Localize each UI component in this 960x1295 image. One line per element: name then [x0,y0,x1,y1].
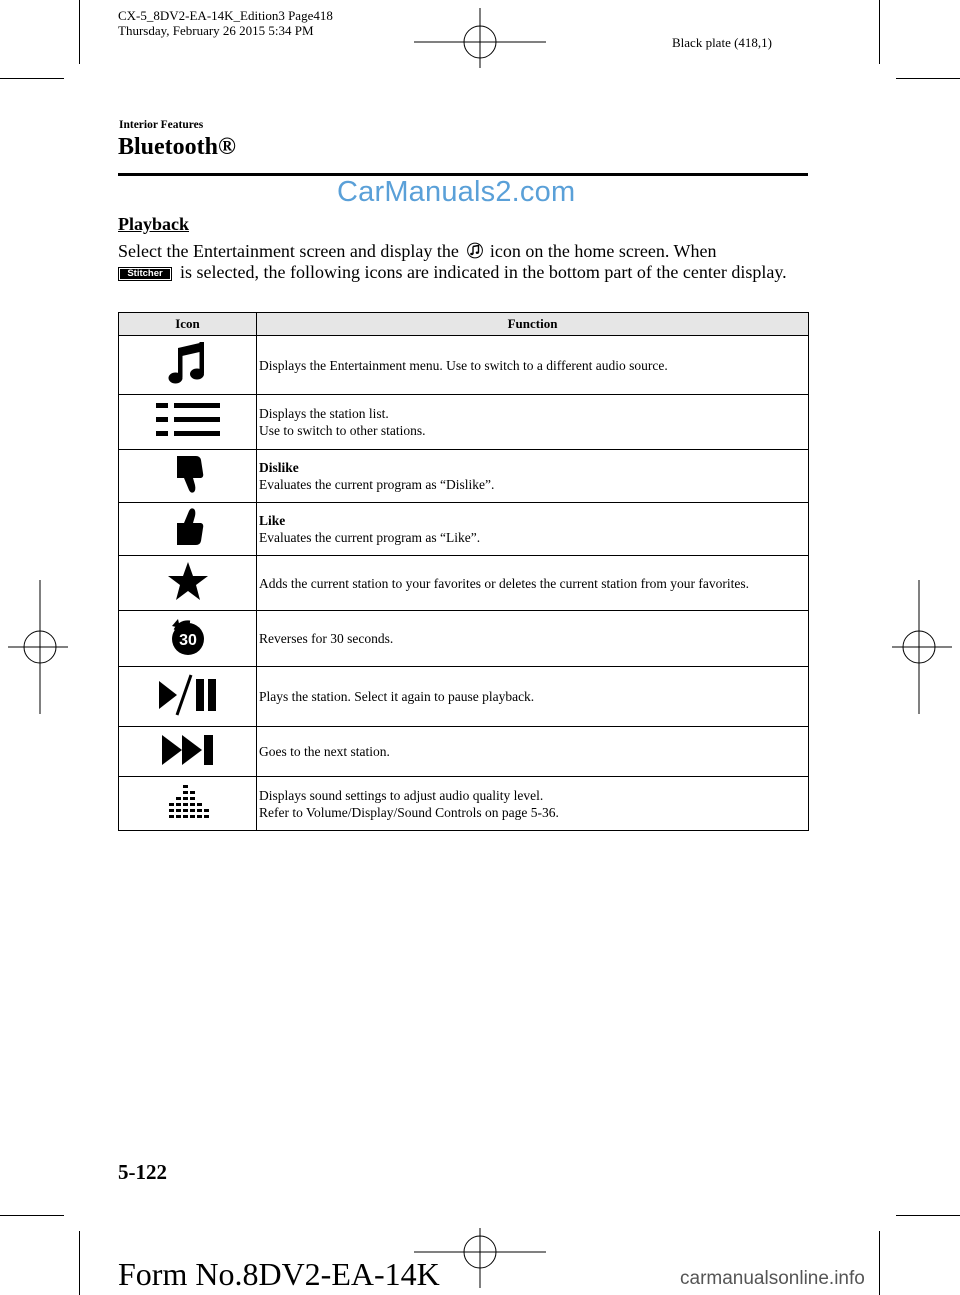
icon-cell [119,777,257,831]
table-header-row [119,313,809,336]
registration-mark-top [414,8,546,68]
table-row [119,611,809,667]
function-text: Reverses for 30 seconds. [259,631,394,646]
station-list-icon [154,399,222,441]
table-row [119,727,809,777]
function-text: Goes to the next station. [259,744,390,759]
crop-mark [0,78,64,79]
crop-mark [0,1215,64,1216]
function-cell [257,395,809,450]
icon-function-table [118,312,809,831]
icon-cell [119,727,257,777]
page-number: 5-122 [118,1160,167,1184]
function-text: Use to switch to other stations. [259,423,426,438]
watermark: CarManuals2.com [337,176,576,208]
function-text: Evaluates the current program as “Dislike”. [259,477,495,492]
thumbs-down-icon [171,452,205,496]
sound-settings-icon [164,782,212,822]
table-row [119,503,809,556]
function-cell [257,450,809,503]
function-text: Displays sound settings to adjust audio quality level. [259,787,544,803]
function-cell [257,611,809,667]
skip-next-icon [160,733,216,767]
section-label: Interior Features [119,119,204,131]
music-note-icon [467,242,483,259]
rewind-30-icon [166,616,210,658]
table-row [119,395,809,450]
function-cell [257,556,809,611]
table-row [119,667,809,727]
function-text: Displays the Entertainment menu. Use to switch to a different audio source. [259,357,668,373]
intro-text-1: Select the Entertainment screen and display the [118,241,459,261]
function-title: Dislike [259,460,299,475]
icon-cell [119,336,257,395]
crop-mark [896,78,960,79]
print-job-info [118,8,333,38]
crop-mark [79,0,80,64]
table-row [119,336,809,395]
site-watermark: carmanualsonline.info [680,1268,865,1289]
function-cell [257,777,809,831]
icon-cell [119,395,257,450]
registration-mark-left [8,580,68,714]
intro-paragraph [118,241,808,283]
plate-label: Black plate (418,1) [672,35,772,50]
function-cell [257,667,809,727]
icon-cell [119,556,257,611]
function-text: Plays the station. Select it again to pause playback. [259,689,535,704]
print-job-line: CX-5_8DV2-EA-14K_Edition3 Page418 [118,8,333,23]
intro-text-3: is selected, the following icons are indicated in the bottom part of the center display. [180,262,787,282]
page-title: Bluetooth® [118,134,236,160]
table-row [119,556,809,611]
crop-mark [879,0,880,64]
table-row [119,777,809,831]
icon-cell [119,450,257,503]
function-text: Displays the station list. [259,406,389,421]
form-number: Form No.8DV2-EA-14K [118,1256,440,1292]
column-header-function: Function [257,313,809,336]
crop-mark [879,1231,880,1295]
crop-mark [79,1231,80,1295]
icon-cell [119,611,257,667]
function-cell [257,503,809,556]
crop-mark [896,1215,960,1216]
music-note-icon [166,339,210,387]
icon-cell [119,503,257,556]
function-title: Like [259,513,286,528]
function-text: Adds the current station to your favorites or deletes the current station from your favorites. [259,575,749,591]
registration-mark-right [892,580,952,714]
stitcher-label: Stitcher [120,269,170,279]
print-date-line: Thursday, February 26 2015 5:34 PM [118,23,314,38]
star-icon [167,561,209,601]
rewind-30-label: 30 [178,631,197,649]
column-header-icon: Icon [119,313,257,336]
icon-cell [119,667,257,727]
function-text: Refer to Volume/Display/Sound Controls on page 5-36. [259,804,559,820]
stitcher-button-icon [118,267,172,281]
table-row [119,450,809,503]
intro-text-2: icon on the home screen. When [489,241,717,261]
thumbs-up-icon [171,505,205,549]
function-cell [257,336,809,395]
play-pause-icon [157,673,219,717]
function-text: Evaluates the current program as “Like”. [259,530,481,545]
function-cell [257,727,809,777]
subheading-playback: Playback [118,214,190,234]
